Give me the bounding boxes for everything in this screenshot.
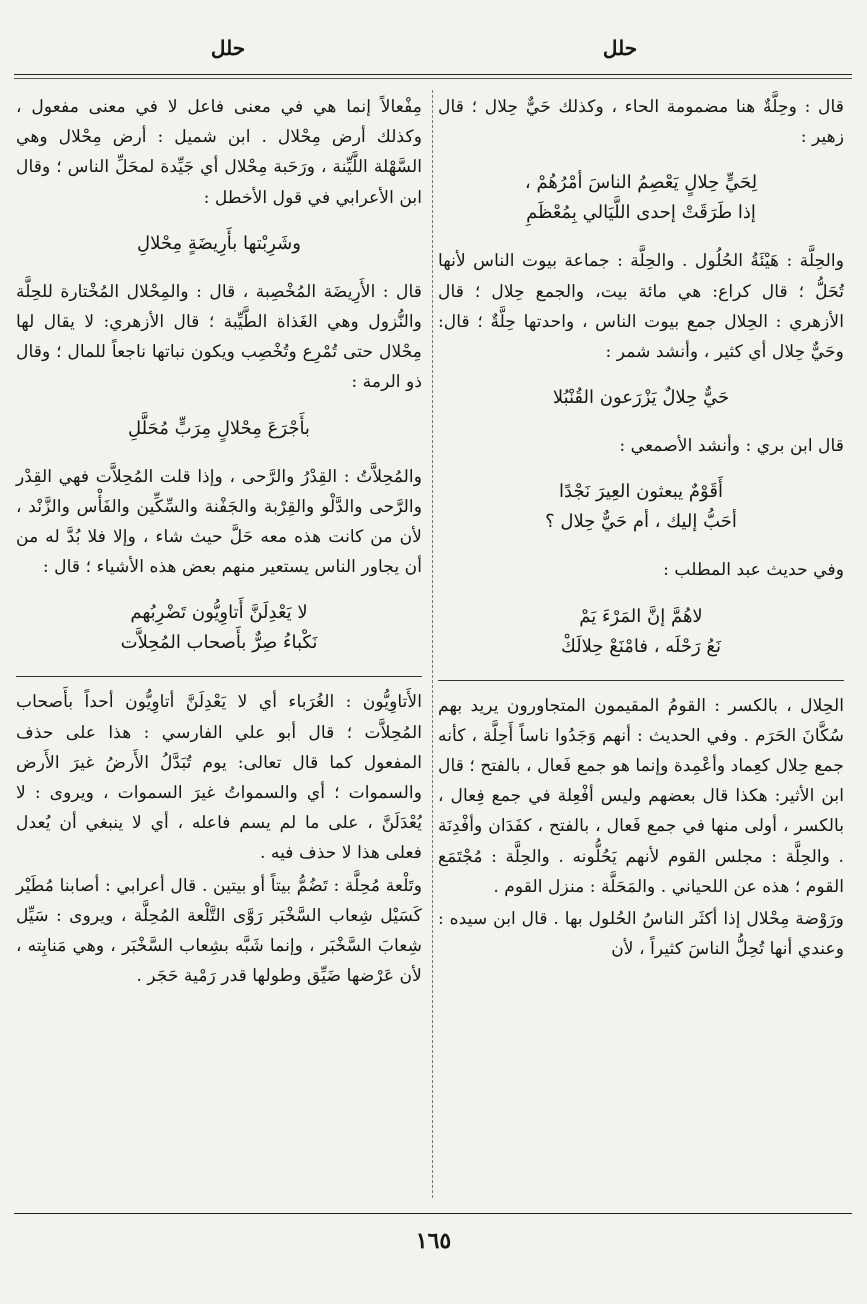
- running-header-left: حلل: [210, 36, 246, 60]
- footer-rule: [14, 1213, 852, 1214]
- verse-line: حَيٌّ حِلالٌ يَزْرَعون القُنْبُلا: [552, 387, 730, 409]
- column-divider: [432, 90, 433, 1198]
- verse: [16, 229, 422, 259]
- header-rule: [14, 74, 852, 75]
- paragraph: قال : الأَرِيضَة المُخْصِبة ، قال : والمِحْلال المُخْتارة للحِلَّة والنُّزول وهي الغَذاة الطَّيِّبة ؛ قال الأزهري: لا يقال لها مِحْلال حتى تُمْرِع وتُخْصِب ويكون نباتها ناجعاً للمال ؛ وقال ذو الرمة :: [16, 281, 422, 393]
- paragraph: الأَتاوِيُّون : الغُرَباء أي لا يَعْدِلَنَّ أتاوِيُّون أحداً بأَصحاب المُحِلاَّت ؛ قال أبو علي الفارسي : هذا على حذف المفعول كما قال تعالى: يوم تُبَدَّلُ الأَرضُ غيرَ الأَرض والسموات ؛ أي والسمواتُ غيرَ السموات ، ويروى : لا يُعْدَلَنَّ ، على ما لم يسم فاعله ، أي لا ينبغي أن يُعدل فعلى هذا لا حذف فيه .: [16, 676, 422, 868]
- verse: [438, 602, 844, 662]
- verse: [438, 383, 844, 413]
- paragraph: والمُحِلاَّتُ : القِدْرُ والرَّحى ، وإذا قلت المُحِلاَّت فهي القِدْر والرَّحى والدَّلْو والقِرْبة والجَفْنة والسِّكِّين والفَأْس والزَّنْد ، لأن من كانت هذه معه حَلَّ حيث شاء ، وإلا فلا بُدَّ له من أن يجاور الناس يستعير منهم بعض هذه الأشياء ؛ قال :: [16, 466, 422, 578]
- running-header-right: حلل: [602, 36, 638, 60]
- paragraph: وتَلْعة مُحِلَّة : تَضُمُّ بيتاً أو بيتين . قال أعرابي : أصابنا مُطَيْر كَسَيْل شِعاب السَّخْبَر رَوَّى التَّلْعة المُحِلَّة ، ويروى : سَيِّل شِعابَ السَّخْبَر ، وإنما شَبَّه بشِعاب السَّخْبَر ، وهي مَنابِته ، لأن عَرْضها ضَيِّق وطولها قدر رَمْية حَجَر .: [16, 875, 422, 987]
- verse-line: لِحَيٍّ حِلالٍ يَعْصِمُ الناسَ أمْرُهُمْ ،: [524, 172, 758, 194]
- paragraph: قال ابن بري : وأنشد الأصمعي :: [619, 436, 844, 457]
- verse-line: إذا طَرَقَتْ إحدى اللَّيَالي بِمُعْظَمِ: [526, 202, 756, 224]
- verse-line: نَكْباءُ صِرٌّ بأَصحاب المُحِلاَّت: [120, 632, 318, 654]
- paragraph: والحِلَّة : هَيْئَةُ الحُلُول . والحِلَّة : جماعة بيوت الناس لأنها تُحَلُّ ؛ قال كراع: هي مائة بيت، والجمع حِلال ؛ قال الأزهري : الحِلال جمع بيوت الناس ، واحدتها حِلَّةٌ ؛ قال: وحَيٌّ حِلال أي كثير ، وأنشد شمر :: [438, 251, 844, 363]
- paragraph: الحِلال ، بالكسر : القومُ المقيمون المتجاورون يريد بهم سُكَّانَ الحَرَم . وفي الحديث : أنهم وَجَدُوا ناساً أَحِلَّة ، كأنه جمع حِلال كعِماد وأعْمِدة وإنما هو جمع فَعال ، بالفتح ؛ قال ابن الأثير: هكذا قال بعضهم وليس أفْعِلة في جمع فِعال ، بالكسر ، أولى منها في جمع فَعال ، بالفتح ، كفَدَان وأفْدِنَة . والحِلَّة : مجلس القوم لأنهم يَحُلُّونه . والحِلَّة : مُجْتَمَع القوم ؛ هذه عن اللحياني . والمَحَلَّة : منزل القوم .: [438, 680, 844, 902]
- verse-line: نَعُ رَحْلَه ، فامْنَعْ حِلالَكْ: [561, 635, 721, 657]
- header-rule-thin: [14, 78, 852, 79]
- verse-line: أَقَوْمٌ يبعثون العِيرَ نَجْدًا: [559, 481, 723, 503]
- verse-line: أحَبُّ إليك ، أم حَيٌّ حِلال ؟: [545, 511, 737, 533]
- right-column: [438, 92, 844, 966]
- left-column: [16, 92, 422, 993]
- paragraph: مِفْعالاً إنما هي في معنى فاعل لا في معنى مفعول ، وكذلك أرض مِحْلال . ابن شميل : أرض مِحْلال وهي السَّهْلة اللَّيِّنة ، ورَحَبة مِحْلال أي جَيِّدة لمحَلِّ الناس ؛ وقال ابن الأعرابي في قول الأخطل :: [16, 97, 422, 208]
- verse: [16, 414, 422, 444]
- verse-line: لاهُمَّ إنَّ المَرْءَ يَمْ: [579, 605, 703, 627]
- verse-line: وشَرِبْتها بأَرِيضَةٍ مِحْلالِ: [137, 232, 301, 254]
- page-number: ١٦٥: [415, 1228, 452, 1254]
- verse-line: بأَجْرَعَ مِحْلالٍ مِرَبٍّ مُحَلَّلِ: [128, 417, 310, 439]
- verse: [16, 598, 422, 658]
- paragraph: ورَوْضة مِحْلال إذا أكثَر الناسُ الحُلول بها . قال ابن سيده : وعندي أنها تُحِلُّ الناسَ كثيراً ، لأن: [438, 909, 844, 960]
- paragraph: قال : وحِلَّةٌ هنا مضمومة الحاء ، وكذلك حَيٌّ حِلال ؛ قال زهير :: [438, 97, 844, 148]
- verse: [438, 477, 844, 537]
- verse-line: لا يَعْدِلَنَّ أَتاوِيُّون تَضْرِبُهم: [130, 602, 308, 624]
- paragraph: وفي حديث عبد المطلب :: [663, 560, 844, 581]
- verse: [438, 168, 844, 228]
